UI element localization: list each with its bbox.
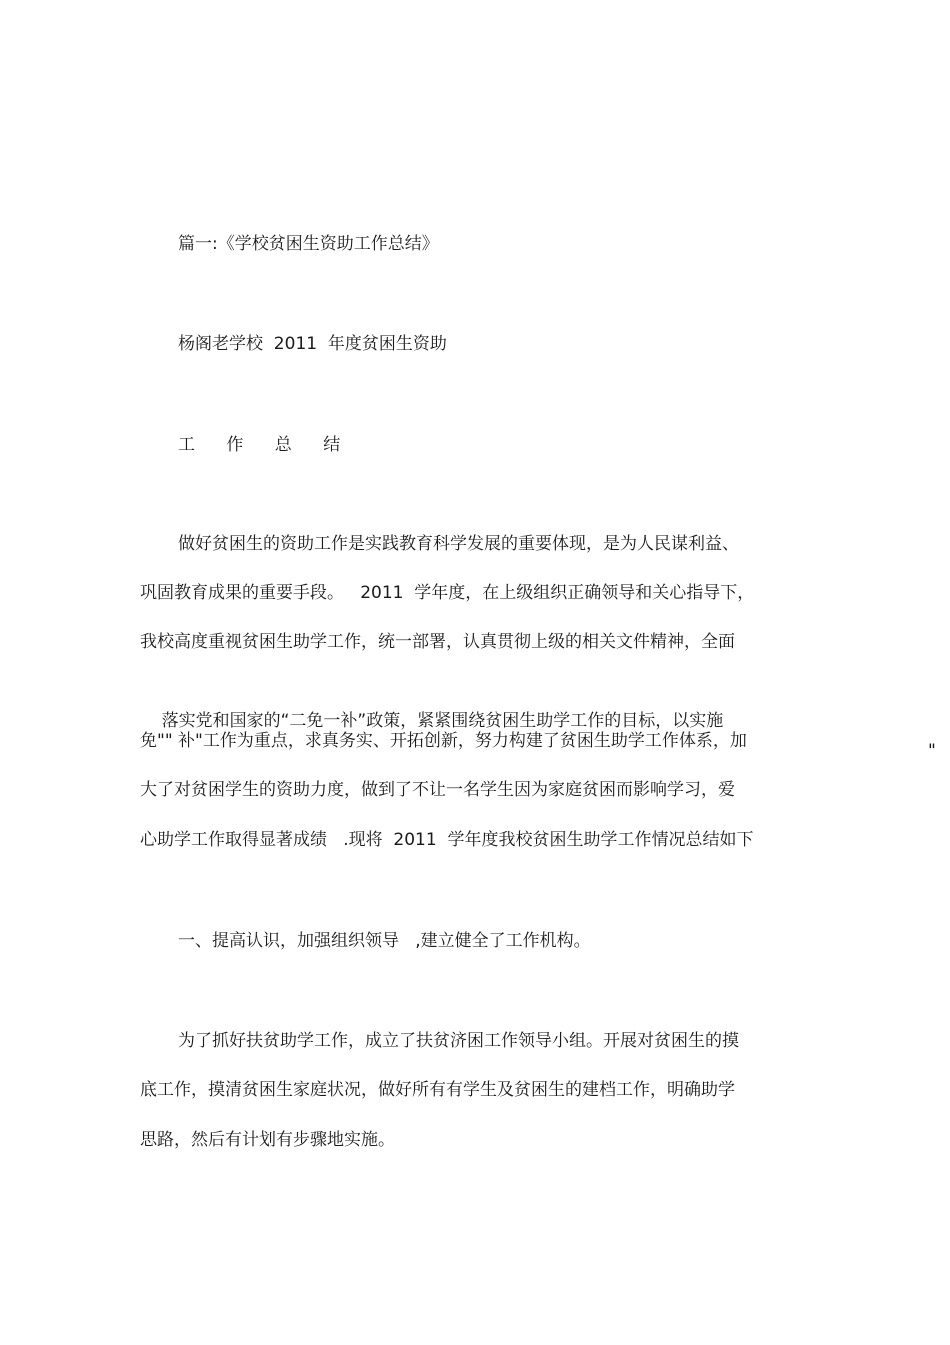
intro-paragraph-line-6: 大了对贫困学生的资助力度，做到了不让一名学生因为家庭贫困而影响学习，爱 [140, 780, 735, 800]
document-subtitle: 杨阁老学校 2011 年度贫困生资助 [178, 334, 447, 354]
intro-paragraph-line-1: 做好贫困生的资助工作是实践教育科学发展的重要体现，是为人民谋利益、 [178, 534, 739, 554]
document-heading: 篇一:《学校贫困生资助工作总结》 [178, 234, 439, 254]
section-1-paragraph-line-3: 思路，然后有计划有步骤地实施。 [140, 1130, 395, 1150]
section-1-paragraph-line-2: 底工作，摸清贫困生家庭状况，做好所有有学生及贫困生的建档工作，明确助学 [140, 1080, 735, 1100]
intro-paragraph-line-2: 巩固教育成果的重要手段。 2011 学年度，在上级组织正确领导和关心指导下， [140, 583, 755, 603]
intro-paragraph-line-4-quote: " [928, 741, 936, 761]
section-1-heading: 一、提高认识，加强组织领导 ,建立健全了工作机构。 [178, 931, 591, 951]
document-subtitle-work-summary: 工 作 总 结 [178, 435, 354, 455]
section-1-paragraph-line-1: 为了抓好扶贫助学工作，成立了扶贫济困工作领导小组。开展对贫困生的摸 [178, 1031, 739, 1051]
intro-paragraph-line-4-text: 落实党和国家的“二免一补”政策，紧紧围绕贫困生助学工作的目标，以实施 [161, 711, 724, 731]
intro-paragraph-line-7: 心助学工作取得显著成绩 .现将 2011 学年度我校贫困生助学工作情况总结如下 [140, 830, 754, 850]
intro-paragraph-line-5: 免"" 补"工作为重点，求真务实、开拓创新，努力构建了贫困生助学工作体系，加 [140, 731, 747, 751]
intro-paragraph-line-3: 我校高度重视贫困生助学工作，统一部署，认真贯彻上级的相关文件精神，全面 [140, 632, 735, 652]
